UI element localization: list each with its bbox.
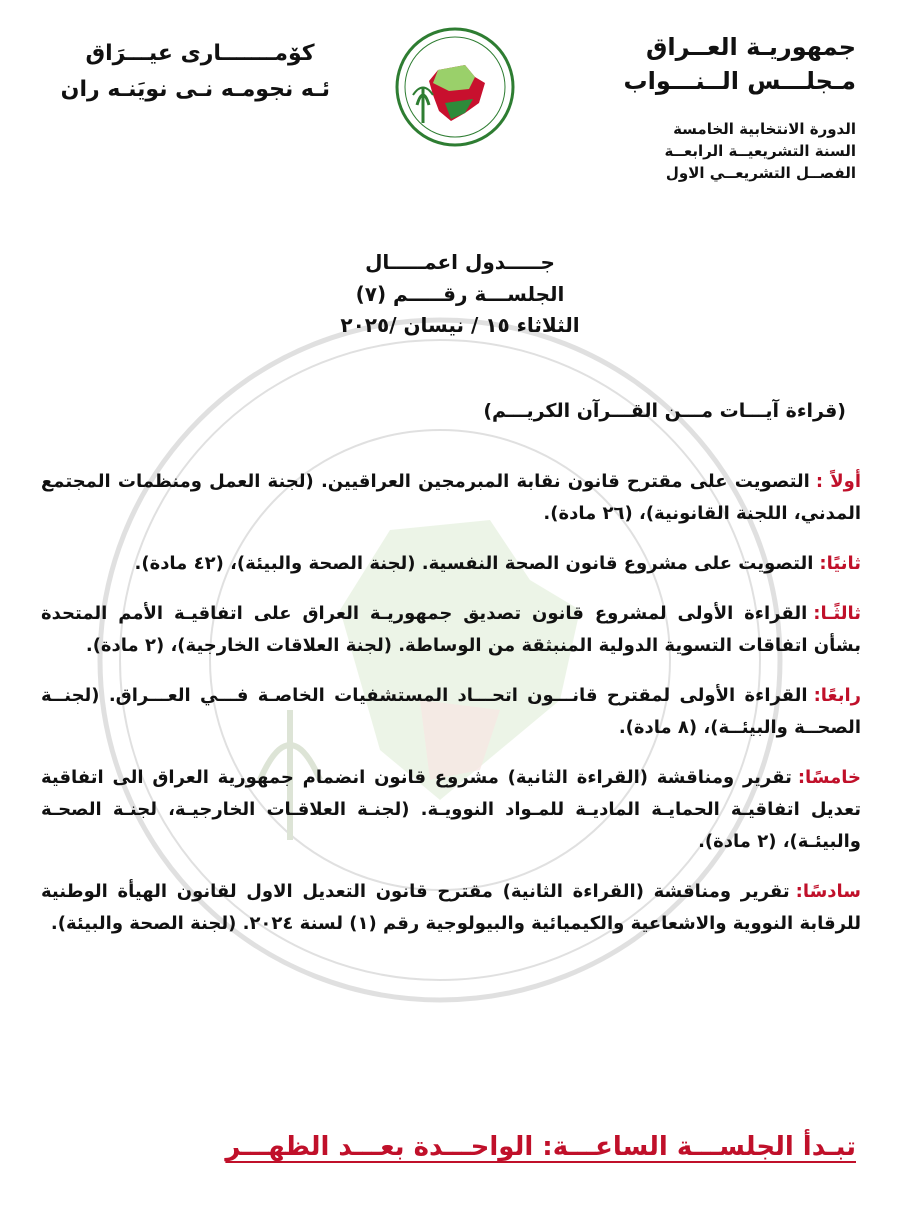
- electoral-term: الدورة الانتخابية الخامسة: [673, 120, 856, 138]
- item-number: ثالثًـا:: [813, 603, 861, 624]
- agenda-item: [41, 466, 861, 530]
- item-number: رابعًا:: [813, 685, 861, 706]
- item-number: أولاً :: [815, 471, 861, 492]
- legislative-term: الفصــل التشريعــي الاول: [665, 164, 856, 182]
- header-left: [60, 36, 330, 108]
- session-number: الجلســـة رقـــــم (٧): [355, 282, 565, 306]
- parliament-logo-icon: [393, 25, 517, 149]
- session-info: [596, 118, 856, 184]
- agenda-item: [41, 598, 861, 662]
- agenda-item: [41, 548, 861, 580]
- item-text: القراءة الأولى لمشروع قانون تصديق جمهوريـة العراق على اتفاقيـة الأمم المتحدة بشأن اتفاقات التسوية الدولية المنبثقة من الوساطة. (لجنة العلاقات الخارجية)، (٢ مادة).: [41, 603, 861, 656]
- session-date: الثلاثاء ١٥ / نيسان /٢٠٢٥: [340, 313, 580, 337]
- item-text: التصويت على مشروع قانون الصحة النفسية. (لجنة الصحة والبيئة)، (٤٢ مادة).: [134, 553, 814, 574]
- item-number: خامسًا:: [797, 767, 861, 788]
- legislative-year: السنة التشريعيــة الرابعــة: [664, 142, 856, 160]
- agenda-item: [41, 876, 861, 940]
- country-name: جمهوريـة العــراق: [645, 33, 856, 61]
- item-text: التصويت على مقترح قانون نقابة المبرمجين العراقيين. (لجنة العمل ومنظمات المجتمع المدني، اللجنة القانونية)، (٢٦ مادة).: [41, 471, 861, 524]
- agenda-item: [41, 680, 861, 744]
- item-number: ثانيًا:: [819, 553, 861, 574]
- agenda-title: جـــــدول اعمـــــال: [365, 250, 555, 274]
- item-number: سادسًا:: [795, 881, 861, 902]
- council-name: مـجلـــس الــنـــواب: [623, 67, 856, 95]
- agenda-item: [41, 762, 861, 858]
- council-name-kurdish: ئـه نجومـه نـى نويَنـه ران: [60, 77, 330, 102]
- quran-reading: (قراءة آيـــات مـــن القـــرآن الكريـــم): [483, 400, 846, 422]
- item-text: تقرير ومناقشة (القراءة الثانية) مشروع قانون انضمام جمهورية العراق الى اتفاقية تعديل اتفاقيـة الحمايـة الماديـة للمـواد النوويـة. (لجنـة العلاقـات الخارجيـة، لجنـة الصحـة والبيئـة)، (٢ مادة).: [41, 767, 861, 852]
- session-start-time: تبـدأ الجلســـة الساعـــة: الواحـــدة بعـــد الظهـــر: [225, 1132, 856, 1162]
- item-text: تقرير ومناقشة (القراءة الثانية) مقترح قانون التعديل الاول لقانون الهيأة الوطنية للرقابة النووية والاشعاعية والكيميائية والبيولوجية رقم (١) لسنة ٢٠٢٤. (لجنة الصحة والبيئة).: [41, 881, 861, 934]
- header-right: [596, 30, 856, 184]
- country-name-kurdish: كۆمـــــــارى عيـــرَاق: [85, 41, 315, 66]
- item-text: القراءة الأولى لمقترح قانـــون اتحـــاد المستشفيات الخاصـة فـــي العـــراق. (لجنــة الصحــة والبيئــة)، (٨ مادة).: [41, 685, 861, 738]
